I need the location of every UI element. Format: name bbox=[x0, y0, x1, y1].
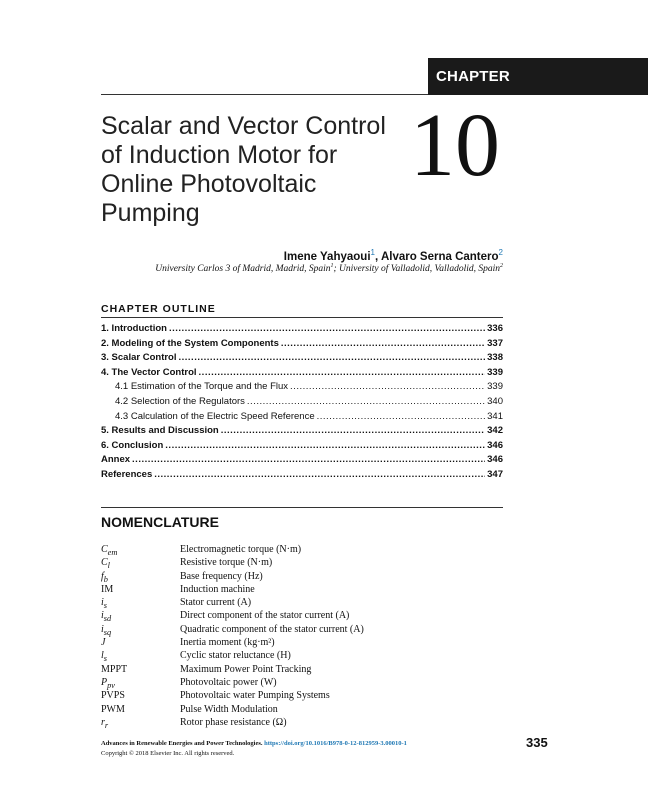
affiliation-text: ; University of Valladolid, Valladolid, Spain bbox=[333, 264, 500, 275]
nomenclature-row bbox=[101, 716, 521, 729]
toc-label: Annex bbox=[101, 454, 131, 466]
chapter-number: 10 bbox=[410, 96, 500, 195]
chapter-rule bbox=[101, 94, 428, 95]
nomenclature-symbol: $C_l$ bbox=[101, 557, 110, 571]
page-number: 335 bbox=[526, 735, 548, 750]
toc-item[interactable] bbox=[101, 366, 503, 381]
toc-leader bbox=[179, 351, 486, 366]
table-of-contents bbox=[101, 322, 503, 483]
nomenclature-row bbox=[101, 609, 521, 622]
nomenclature-row bbox=[101, 689, 521, 702]
nomenclature-definition: Stator current (A) bbox=[180, 597, 252, 609]
nomenclature-symbol: $i_{sd}$ bbox=[101, 610, 112, 624]
toc-page: 339 bbox=[487, 381, 503, 393]
nomenclature-rule bbox=[101, 507, 503, 508]
toc-page: 346 bbox=[487, 454, 503, 466]
nomenclature-symbol: J bbox=[101, 637, 106, 649]
affiliation-ref: 2 bbox=[500, 263, 503, 269]
toc-page: 346 bbox=[487, 439, 503, 451]
chapter-label: CHAPTER bbox=[428, 58, 648, 95]
nomenclature-definition: Base frequency (Hz) bbox=[180, 570, 263, 582]
toc-subitem[interactable] bbox=[101, 395, 503, 410]
nomenclature-symbol: PVPS bbox=[101, 690, 125, 702]
nomenclature-definition: Resistive torque (N·m) bbox=[180, 557, 273, 569]
toc-item[interactable] bbox=[101, 439, 503, 454]
nomenclature-row bbox=[101, 583, 521, 596]
toc-page: 336 bbox=[487, 323, 503, 334]
toc-leader bbox=[165, 439, 485, 454]
nomenclature-list bbox=[101, 543, 521, 729]
chapter-title bbox=[101, 112, 401, 228]
nomenclature-definition: Cyclic stator reluctance (H) bbox=[180, 650, 291, 662]
toc-page: 340 bbox=[487, 395, 503, 407]
nomenclature-symbol: PWM bbox=[101, 703, 125, 715]
doi-link[interactable]: https://doi.org/10.1016/B978-0-12-812959-3.00010-1 bbox=[264, 740, 407, 747]
nomenclature-definition: Pulse Width Modulation bbox=[180, 703, 278, 715]
toc-item[interactable] bbox=[101, 468, 503, 483]
toc-subitem[interactable] bbox=[101, 380, 503, 395]
toc-label: 4.3 Calculation of the Electric Speed Reference bbox=[115, 410, 315, 422]
toc-label: 1. Introduction bbox=[101, 323, 167, 334]
toc-leader bbox=[154, 468, 485, 483]
author-affiliation-ref[interactable]: 2 bbox=[498, 248, 503, 257]
nomenclature-symbol: $P_{pv}$ bbox=[101, 676, 115, 690]
title-line: Scalar and Vector Control bbox=[101, 112, 386, 140]
nomenclature-symbol: $C_{em}$ bbox=[101, 544, 118, 557]
author-affiliation-ref[interactable]: 1 bbox=[370, 248, 375, 257]
nomenclature-definition: Induction machine bbox=[180, 583, 255, 595]
toc-label: 6. Conclusion bbox=[101, 439, 164, 451]
affiliation-ref: 1 bbox=[330, 263, 334, 269]
nomenclature-heading: NOMENCLATURE bbox=[101, 514, 219, 530]
nomenclature-symbol: $r_r$ bbox=[101, 716, 109, 730]
nomenclature-definition: Quadratic component of the stator current (A) bbox=[180, 623, 364, 635]
toc-leader bbox=[132, 453, 485, 468]
affiliations bbox=[155, 263, 503, 274]
nomenclature-row bbox=[101, 596, 521, 609]
nomenclature-definition: Photovoltaic power (W) bbox=[180, 676, 277, 688]
toc-label: 2. Modeling of the System Components bbox=[101, 337, 279, 349]
title-line: of Induction Motor for bbox=[101, 141, 338, 169]
nomenclature-row bbox=[101, 543, 521, 556]
toc-page: 337 bbox=[487, 337, 503, 349]
nomenclature-row bbox=[101, 570, 521, 583]
nomenclature-definition: Direct component of the stator current (A) bbox=[180, 610, 350, 622]
toc-leader bbox=[281, 337, 485, 352]
toc-page: 338 bbox=[487, 352, 503, 364]
nomenclature-row bbox=[101, 636, 521, 649]
authors bbox=[284, 248, 503, 263]
toc-item[interactable] bbox=[101, 351, 503, 366]
title-line: Online Photovoltaic bbox=[101, 170, 317, 198]
book-title: Advances in Renewable Energies and Power Technologies. bbox=[101, 740, 263, 747]
nomenclature-symbol: $i_s$ bbox=[101, 597, 108, 611]
nomenclature-symbol: MPPT bbox=[101, 663, 128, 675]
toc-leader bbox=[247, 395, 485, 410]
toc-leader bbox=[221, 424, 485, 439]
copyright: Copyright © 2018 Elsevier Inc. All rights reserved. bbox=[101, 750, 235, 757]
toc-page: 341 bbox=[487, 410, 503, 422]
toc-leader bbox=[317, 410, 486, 425]
nomenclature-definition: Rotor phase resistance (Ω) bbox=[180, 716, 287, 728]
toc-label: 4.1 Estimation of the Torque and the Flux bbox=[115, 381, 289, 393]
author-name: Imene Yahyaoui bbox=[283, 250, 371, 263]
footer bbox=[101, 739, 407, 759]
toc-item[interactable] bbox=[101, 424, 503, 439]
toc-item[interactable] bbox=[101, 322, 503, 337]
author-name: Alvaro Serna Cantero bbox=[380, 250, 499, 263]
nomenclature-symbol: IM bbox=[101, 583, 114, 595]
outline-rule bbox=[101, 317, 503, 318]
outline-heading: CHAPTER OUTLINE bbox=[101, 303, 216, 315]
toc-leader bbox=[169, 322, 485, 337]
toc-page: 342 bbox=[487, 425, 503, 437]
nomenclature-definition: Electromagnetic torque (N·m) bbox=[180, 544, 302, 555]
nomenclature-row bbox=[101, 649, 521, 662]
nomenclature-symbol: $l_s$ bbox=[101, 650, 108, 664]
toc-label: References bbox=[101, 468, 153, 480]
toc-page: 339 bbox=[487, 366, 503, 378]
toc-leader bbox=[199, 366, 486, 381]
toc-item[interactable] bbox=[101, 337, 503, 352]
nomenclature-definition: Photovoltaic water Pumping Systems bbox=[180, 690, 330, 702]
toc-label: 3. Scalar Control bbox=[101, 352, 177, 364]
nomenclature-row bbox=[101, 676, 521, 689]
nomenclature-row bbox=[101, 623, 521, 636]
nomenclature-symbol: $f_b$ bbox=[101, 570, 108, 584]
nomenclature-definition: Maximum Power Point Tracking bbox=[180, 663, 312, 675]
author-separator: , bbox=[374, 250, 381, 263]
affiliation-text: University Carlos 3 of Madrid, Madrid, Spain bbox=[155, 264, 331, 275]
toc-page: 347 bbox=[487, 468, 503, 480]
nomenclature-row bbox=[101, 556, 521, 569]
title-line: Pumping bbox=[101, 199, 200, 227]
toc-label: 4.2 Selection of the Regulators bbox=[115, 395, 245, 407]
nomenclature-row bbox=[101, 703, 521, 716]
nomenclature-symbol: $i_{sq}$ bbox=[101, 623, 112, 637]
toc-leader bbox=[290, 380, 485, 395]
toc-item[interactable] bbox=[101, 453, 503, 468]
toc-label: 4. The Vector Control bbox=[101, 366, 197, 378]
nomenclature-definition: Inertia moment (kg·m²) bbox=[180, 637, 275, 649]
nomenclature-row bbox=[101, 663, 521, 676]
toc-subitem[interactable] bbox=[101, 410, 503, 425]
toc-label: 5. Results and Discussion bbox=[101, 425, 219, 437]
